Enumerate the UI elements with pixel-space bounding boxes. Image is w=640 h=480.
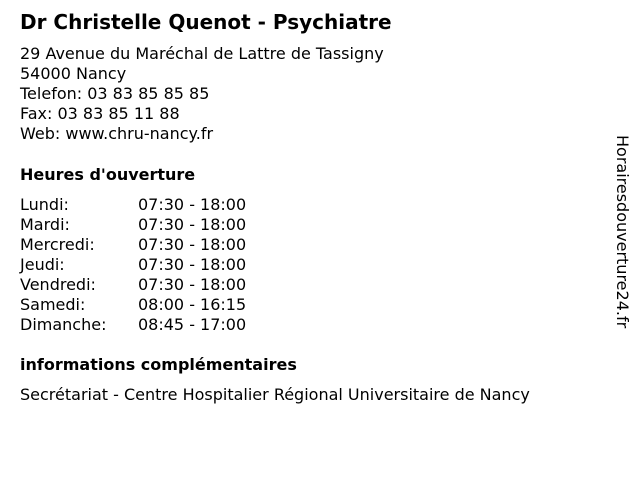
listing-page [20, 9, 600, 405]
hours-row-wednesday [20, 235, 246, 255]
fax-number: Fax: 03 83 85 11 88 [20, 104, 180, 123]
opening-hours-table [20, 195, 246, 335]
city-postal: 54000 Nancy [20, 64, 127, 83]
day-label: Lundi: [20, 195, 69, 214]
time-range: 07:30 - 18:00 [138, 275, 247, 294]
hours-heading: Heures d'ouverture [20, 165, 196, 184]
hours-row-thursday [20, 255, 246, 275]
hours-row-sunday [20, 315, 246, 335]
address-block [20, 44, 600, 144]
day-label: Jeudi: [20, 255, 65, 274]
time-range: 08:45 - 17:00 [138, 315, 247, 334]
hours-row-friday [20, 275, 246, 295]
street-address: 29 Avenue du Maréchal de Lattre de Tassigny [20, 44, 384, 63]
time-range: 07:30 - 18:00 [138, 235, 247, 254]
day-label: Dimanche: [20, 315, 107, 334]
time-range: 07:30 - 18:00 [138, 255, 247, 274]
info-heading: informations complémentaires [20, 355, 297, 374]
time-range: 07:30 - 18:00 [138, 195, 247, 214]
site-watermark: Horairesdouverture24.fr [613, 135, 632, 329]
day-label: Mercredi: [20, 235, 95, 254]
day-label: Samedi: [20, 295, 86, 314]
time-range: 07:30 - 18:00 [138, 215, 247, 234]
time-range: 08:00 - 16:15 [138, 295, 247, 314]
phone-number: Telefon: 03 83 85 85 85 [20, 84, 210, 103]
page-title: Dr Christelle Quenot - Psychiatre [20, 10, 392, 34]
info-text: Secrétariat - Centre Hospitalier Régional Universitaire de Nancy [20, 385, 530, 404]
hours-row-saturday [20, 295, 246, 315]
website-link: Web: www.chru-nancy.fr [20, 124, 214, 143]
hours-row-monday [20, 195, 246, 215]
day-label: Mardi: [20, 215, 70, 234]
day-label: Vendredi: [20, 275, 96, 294]
hours-row-tuesday [20, 215, 246, 235]
